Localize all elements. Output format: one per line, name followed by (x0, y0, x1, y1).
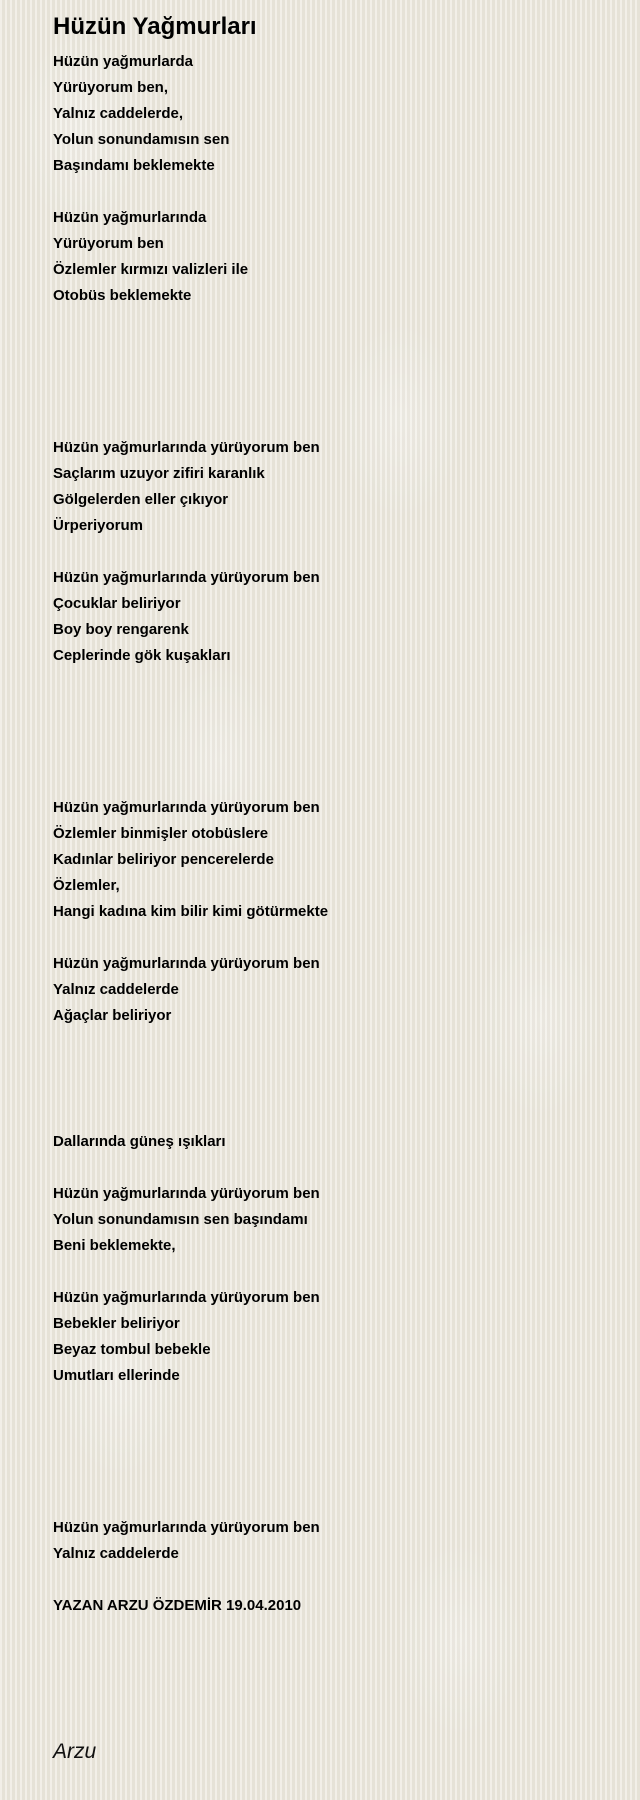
poem-line: Otobüs beklemekte (53, 287, 192, 304)
stanza (53, 49, 613, 179)
author-date-line: YAZAN ARZU ÖZDEMİR 19.04.2010 (53, 1597, 302, 1614)
poem-line: Boy boy rengarenk (53, 621, 189, 638)
poem-line: Hüzün yağmurlarında yürüyorum ben (53, 569, 320, 586)
stanza (53, 1515, 613, 1567)
poem-line: Hüzün yağmurlarında (53, 209, 207, 226)
poem-line: Özlemler binmişler otobüslere (53, 825, 269, 842)
poem-line: Saçlarım uzuyor zifiri karanlık (53, 465, 265, 482)
poem-line: Yolun sonundamısın sen başındamı (53, 1211, 308, 1228)
poem-line: Hüzün yağmurlarında yürüyorum ben (53, 1185, 320, 1202)
poem-line: Hüzün yağmurlarında yürüyorum ben (53, 799, 320, 816)
poem-line: Hüzün yağmurlarda (53, 53, 194, 70)
poem-line: Hangi kadına kim bilir kimi götürmekte (53, 903, 329, 920)
poem-page (53, 0, 613, 1619)
stanza (53, 205, 613, 309)
stanza (53, 565, 613, 669)
poem-author-date (53, 1593, 613, 1619)
poem-line: Hüzün yağmurlarında yürüyorum ben (53, 955, 320, 972)
signature: Arzu (53, 1740, 97, 1763)
stanza (53, 435, 613, 539)
stanza (53, 951, 613, 1029)
poem-line: Beni beklemekte, (53, 1237, 176, 1254)
poem-line: Hüzün yağmurlarında yürüyorum ben (53, 1519, 320, 1536)
poem-line: Yalnız caddelerde (53, 981, 179, 998)
poem-line: Gölgelerden eller çıkıyor (53, 491, 229, 508)
poem-line: Yalnız caddelerde (53, 1545, 179, 1562)
poem-line: Beyaz tombul bebekle (53, 1341, 211, 1358)
poem-line: Başındamı beklemekte (53, 157, 215, 174)
poem-line: Ağaçlar beliriyor (53, 1007, 172, 1024)
poem-line: Yürüyorum ben (53, 235, 164, 252)
poem-line: Ürperiyorum (53, 517, 144, 534)
poem-line: Ceplerinde gök kuşakları (53, 647, 231, 664)
poem-line: Yalnız caddelerde, (53, 105, 184, 122)
poem-line: Yürüyorum ben, (53, 79, 169, 96)
poem-line: Kadınlar beliriyor pencerelerde (53, 851, 274, 868)
stanza (53, 1129, 613, 1155)
stanza (53, 1285, 613, 1389)
poem-line: Yolun sonundamısın sen (53, 131, 230, 148)
poem-line: Özlemler kırmızı valizleri ile (53, 261, 249, 278)
stanza (53, 1181, 613, 1259)
poem-line: Umutları ellerinde (53, 1367, 180, 1384)
poem-line: Dallarında güneş ışıkları (53, 1133, 226, 1150)
poem-line: Çocuklar beliriyor (53, 595, 181, 612)
poem-title: Hüzün Yağmurları (53, 13, 257, 40)
poem-line: Hüzün yağmurlarında yürüyorum ben (53, 439, 320, 456)
poem-body (53, 49, 613, 1619)
poem-line: Bebekler beliriyor (53, 1315, 180, 1332)
stanza (53, 795, 613, 925)
poem-line: Özlemler, (53, 877, 120, 894)
poem-line: Hüzün yağmurlarında yürüyorum ben (53, 1289, 320, 1306)
